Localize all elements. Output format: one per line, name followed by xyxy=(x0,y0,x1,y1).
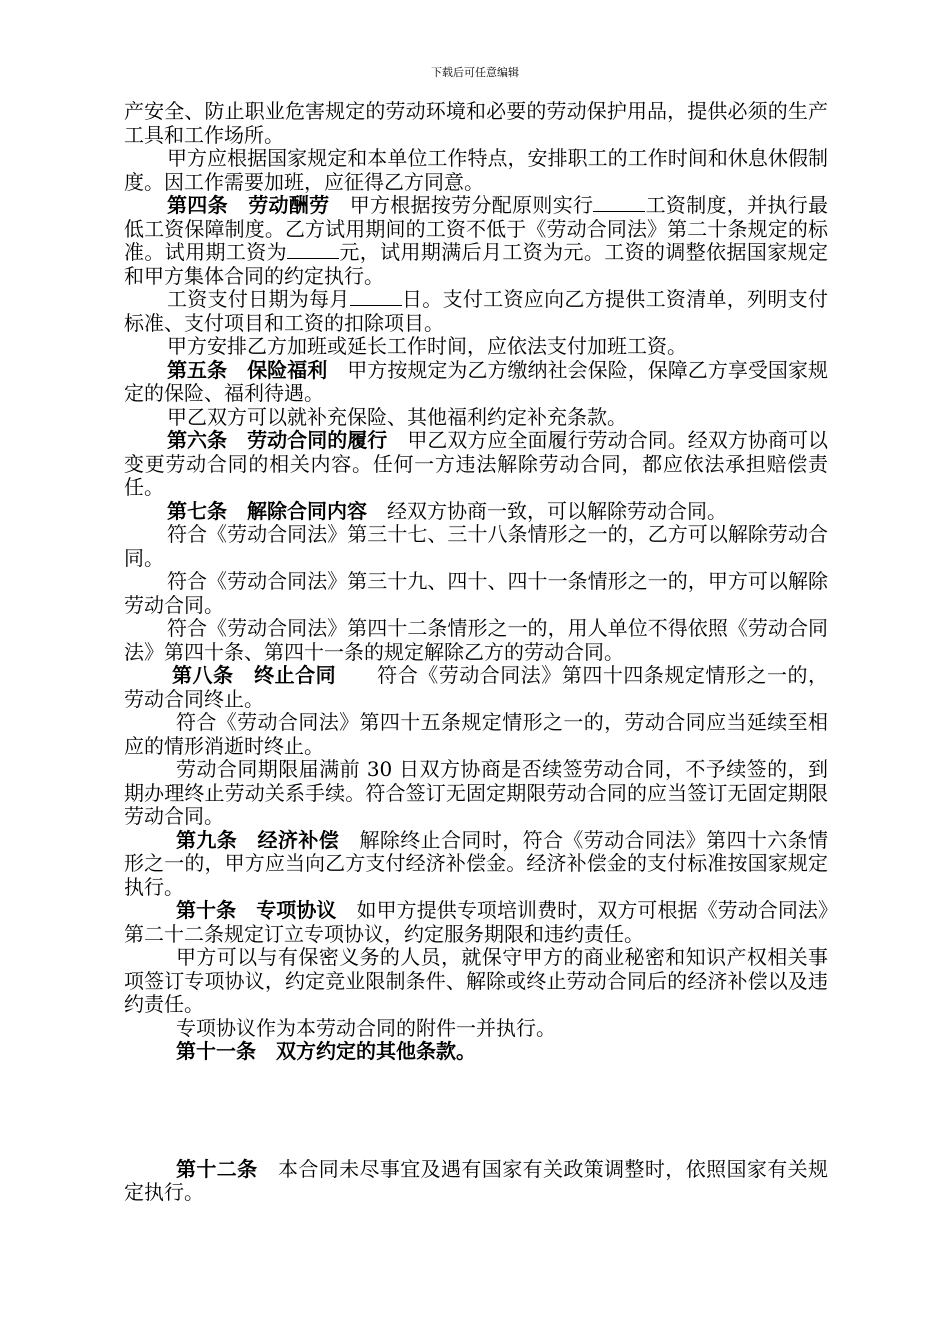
article-title: 第八条 终止合同 xyxy=(172,663,337,687)
article-text: 元，试用期满后月工资为元。工资的调整依据国家规定和甲方集体合同的约定执行。 xyxy=(124,240,828,288)
paragraph: 符合《劳动合同法》第四十五条规定情形之一的，劳动合同应当延续至相应的情形消逝时终止。 xyxy=(124,710,828,758)
article-title: 第十二条 xyxy=(176,1156,258,1181)
blank-space xyxy=(124,1064,828,1158)
paragraph: 甲方可以与有保密义务的人员，就保守甲方的商业秘密和知识产权相关事项签订专项协议，约定竞业限制条件、解除或终止劳动合同后的经济补偿以及违约责任。 xyxy=(124,945,828,1016)
article-11 xyxy=(124,1040,828,1064)
article-title: 第四条 劳动酬劳 xyxy=(167,193,330,217)
article-6 xyxy=(124,429,828,500)
contract-body xyxy=(124,100,828,1205)
paragraph xyxy=(124,288,828,335)
fill-blank[interactable] xyxy=(287,242,339,259)
paragraph: 符合《劳动合同法》第四十二条情形之一的，用人单位不得依照《劳动合同法》第四十条、第四十一条的规定解除乙方的劳动合同。 xyxy=(124,616,828,664)
article-text: 甲方按规定为乙方缴纳社会保险，保障乙方享受国家规定的保险、福利待遇。 xyxy=(124,357,828,405)
article-title: 第九条 经济补偿 xyxy=(176,827,340,852)
paragraph-text: 日。支付工资应向乙方提供工资清单，列明支付标准、支付项目和工资的扣除项目。 xyxy=(124,287,829,335)
paragraph: 专项协议作为本劳动合同的附件一并执行。 xyxy=(176,1015,556,1040)
paragraph: 甲方安排乙方加班或延长工作时间，应依法支付加班工资。 xyxy=(167,334,687,358)
article-title: 第六条 劳动合同的履行 xyxy=(167,428,388,452)
paragraph: 劳动合同期限届满前 30 日双方协商是否续签劳动合同，不予续签的，到期办理终止劳动关系手续。符合签订无固定期限劳动合同的应当签订无固定期限劳动合同。 xyxy=(124,757,828,828)
paragraph: 符合《劳动合同法》第三十九、四十、四十一条情形之一的，甲方可以解除劳动合同。 xyxy=(124,569,828,617)
article-title: 第五条 保险福利 xyxy=(167,357,328,382)
page-header-note: 下载后可任意编辑 xyxy=(431,66,519,79)
paragraph: 甲乙双方可以就补充保险、其他福利约定补充条款。 xyxy=(167,404,627,429)
paragraph-text: 工资支付日期为每月 xyxy=(167,287,350,311)
article-5 xyxy=(124,359,828,406)
article-title: 第七条 解除合同内容 xyxy=(167,498,367,523)
article-title: 第十一条 双方约定的其他条款。 xyxy=(176,1039,476,1063)
article-4 xyxy=(124,194,828,288)
article-9 xyxy=(124,829,828,900)
article-text: 符合《劳动合同法》第四十四条规定情形之一的，劳动合同终止。 xyxy=(124,663,829,711)
article-7 xyxy=(124,500,828,524)
article-text: 解除终止合同时，符合《劳动合同法》第四十六条情形之一的，甲方应当向乙方支付经济补偿金。经济补偿金的支付标准按国家规定执行。 xyxy=(124,827,829,899)
article-12 xyxy=(124,1158,828,1205)
paragraph: 符合《劳动合同法》第三十七、三十八条情形之一的，乙方可以解除劳动合同。 xyxy=(124,522,828,570)
article-text: 本合同未尽事宜及遇有国家有关政策调整时，依照国家有关规定执行。 xyxy=(124,1156,829,1204)
article-text: 如甲方提供专项培训费时，双方可根据《劳动合同法》第二十二条规定订立专项协议，约定服务期限和违约责任。 xyxy=(124,898,828,946)
article-8 xyxy=(124,664,828,711)
paragraph: 甲方应根据国家规定和本单位工作特点，安排职工的工作时间和休息休假制度。因工作需要加班，应征得乙方同意。 xyxy=(124,146,828,194)
article-10 xyxy=(124,899,828,946)
paragraph: 产安全、防止职业危害规定的劳动环境和必要的劳动保护用品，提供必须的生产工具和工作场所。 xyxy=(124,99,828,147)
article-text: 甲乙双方应全面履行劳动合同。经双方协商可以变更劳动合同的相关内容。任何一方违法解除劳动合同，都应依法承担赔偿责任。 xyxy=(124,428,828,499)
article-text: 经双方协商一致，可以解除劳动合同。 xyxy=(367,498,727,523)
fill-blank[interactable] xyxy=(350,289,402,306)
article-text: 工资制度，并执行最低工资保障制度。乙方试用期间的工资不低于《劳动合同法》第二十条规定的标准。试用期工资为 xyxy=(124,193,829,264)
article-text: 甲方根据按劳分配原则实行 xyxy=(329,193,594,217)
fill-blank[interactable] xyxy=(593,195,645,212)
article-title: 第十条 专项协议 xyxy=(176,898,337,922)
